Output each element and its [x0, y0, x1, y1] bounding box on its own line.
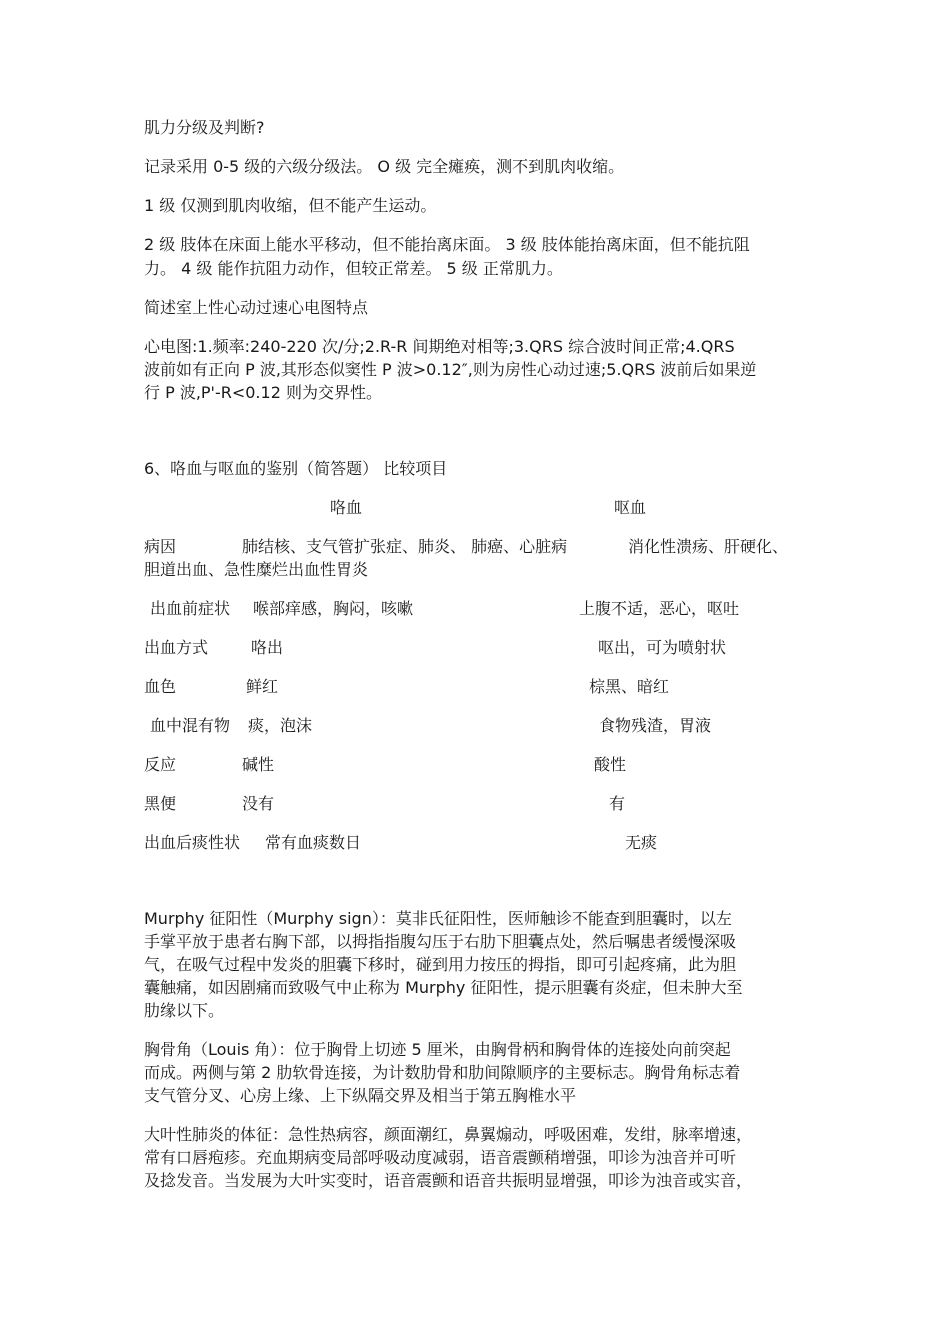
murphy-line2: 手掌平放于患者右胸下部，以拇指指腹勾压于右肋下胆囊点处，然后嘱患者缓慢深吸 [144, 932, 737, 951]
pneumonia-line2: 常有口唇疱疹。充血期病变局部呼吸动度减弱，语音震颤稍增强，叩诊为浊音并可听 [144, 1148, 737, 1167]
svt-ecg-line1: 心电图:1.频率:240-220 次/分;2.R-R 间期绝对相等;3.QRS 综合波时间正常;4.QRS [144, 337, 735, 356]
muscle-strength-p1: 记录采用 0-5 级的六级分级法。 O 级 完全瘫痪，测不到肌肉收缩。 [144, 157, 625, 176]
svt-ecg-title: 简述室上性心动过速心电图特点 [144, 298, 369, 317]
pneumonia-line1: 大叶性肺炎的体征：急性热病容，颜面潮红，鼻翼煽动，呼吸困难，发绀，脉率增速， [144, 1125, 753, 1144]
muscle-strength-p2: 1 级 仅测到肌肉收缩，但不能产生运动。 [144, 196, 437, 215]
row-hematemesis: 棕黑、暗红 [589, 677, 670, 696]
murphy-line5: 肋缘以下。 [144, 1001, 225, 1020]
row-item: 反应 [144, 755, 177, 774]
muscle-strength-title: 肌力分级及判断? [144, 118, 265, 137]
hemoptysis-title: 6、咯血与呕血的鉴别（简答题） 比较项目 [144, 459, 448, 478]
row-item: 出血后痰性状 [144, 833, 241, 852]
murphy-line4: 囊触痛，如因剧痛而致吸气中止称为 Murphy 征阳性，提示胆囊有炎症，但未肿大至 [144, 978, 743, 997]
svt-ecg-line2: 波前如有正向 P 波,其形态似窦性 P 波>0.12″,则为房性心动过速;5.QRS 波前后如果逆 [144, 360, 757, 379]
row-item: 病因 [144, 537, 177, 556]
row-hemoptysis: 没有 [242, 794, 275, 813]
louis-line1: 胸骨角（Louis 角）：位于胸骨上切迹 5 厘米，由胸骨柄和胸骨体的连接处向前突起 [144, 1040, 731, 1059]
row-item: 血色 [144, 677, 177, 696]
table-header-hematemesis: 呕血 [614, 498, 647, 517]
row-item: 出血前症状 [150, 599, 231, 618]
murphy-line1: Murphy 征阳性（Murphy sign）：莫非氏征阳性，医师触诊不能查到胆囊时，以左 [144, 909, 732, 928]
row-hemoptysis: 肺结核、支气管扩张症、肺炎、 肺癌、心脏病 [242, 537, 568, 556]
row-hematemesis: 食物残渣，胃液 [599, 716, 712, 735]
row-hematemesis: 消化性溃疡、肝硬化、 [628, 537, 789, 556]
row-hematemesis-cont: 胆道出血、急性糜烂出血性胃炎 [144, 560, 369, 579]
row-hematemesis: 有 [609, 794, 626, 813]
row-item: 血中混有物 [150, 716, 231, 735]
row-hemoptysis: 咯出 [251, 638, 284, 657]
row-hemoptysis: 痰，泡沫 [248, 716, 313, 735]
louis-line3: 支气管分叉、心房上缘、上下纵隔交界及相当于第五胸椎水平 [144, 1086, 577, 1105]
row-hemoptysis: 常有血痰数日 [265, 833, 362, 852]
pneumonia-line3: 及捻发音。当发展为大叶实变时，语音震颤和语音共振明显增强，叩诊为浊音或实音， [144, 1171, 753, 1190]
row-hematemesis: 上腹不适，恶心，呕吐 [579, 599, 740, 618]
row-hemoptysis: 碱性 [242, 755, 275, 774]
row-hematemesis: 呕出，可为喷射状 [598, 638, 727, 657]
muscle-strength-p3-line1: 2 级 肢体在床面上能水平移动，但不能抬离床面。 3 级 肢体能抬离床面，但不能抗阻 [144, 235, 750, 254]
table-header-hemoptysis: 咯血 [330, 498, 363, 517]
svt-ecg-line3: 行 P 波,P'-R<0.12 则为交界性。 [144, 383, 382, 402]
louis-line2: 而成。两侧与第 2 肋软骨连接，为计数肋骨和肋间隙顺序的主要标志。胸骨角标志着 [144, 1063, 741, 1082]
row-item: 黑便 [144, 794, 177, 813]
row-item: 出血方式 [144, 638, 209, 657]
muscle-strength-p3-line2: 力。 4 级 能作抗阻力动作，但较正常差。 5 级 正常肌力。 [144, 259, 563, 278]
row-hemoptysis: 喉部痒感，胸闷，咳嗽 [253, 599, 414, 618]
murphy-line3: 气，在吸气过程中发炎的胆囊下移时，碰到用力按压的拇指，即可引起疼痛，此为胆 [144, 955, 737, 974]
row-hematemesis: 酸性 [594, 755, 627, 774]
row-hematemesis: 无痰 [625, 833, 658, 852]
row-hemoptysis: 鲜红 [246, 677, 279, 696]
